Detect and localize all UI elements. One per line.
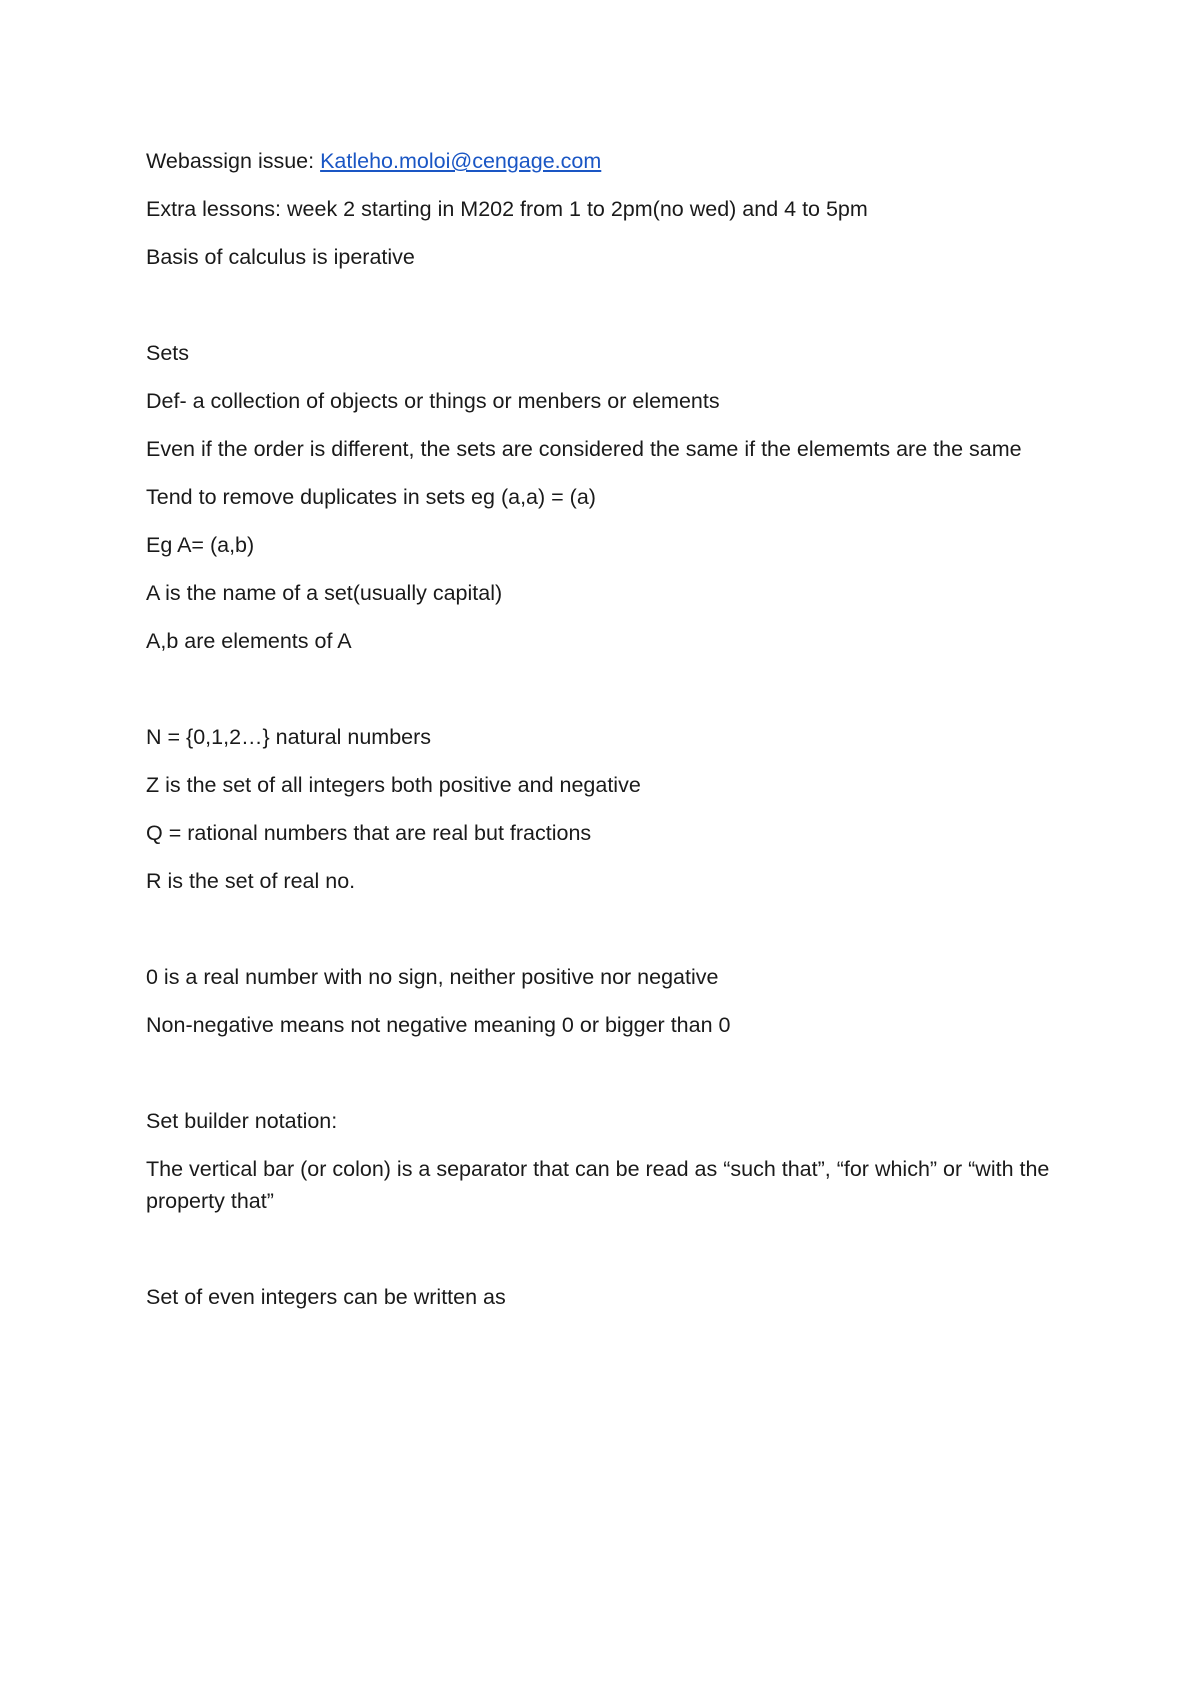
webassign-email-link[interactable]: Katleho.moloi@cengage.com bbox=[320, 149, 602, 173]
blank-line bbox=[146, 1057, 1076, 1105]
set-builder-description: The vertical bar (or colon) is a separator that can be read as “such that”, “for which” or “with the property that” bbox=[146, 1157, 1050, 1213]
webassign-line bbox=[146, 145, 1076, 177]
extra-lessons-line: Extra lessons: week 2 starting in M202 from 1 to 2pm(no wed) and 4 to 5pm bbox=[146, 197, 868, 221]
sets-line: A,b are elements of A bbox=[146, 629, 352, 653]
blank-line bbox=[146, 913, 1076, 961]
sets-line: Even if the order is different, the sets are considered the same if the elememts are the same bbox=[146, 437, 1022, 461]
sets-line: A is the name of a set(usually capital) bbox=[146, 581, 503, 605]
sets-heading: Sets bbox=[146, 341, 190, 365]
zero-note-line: Non-negative means not negative meaning 0 or bigger than 0 bbox=[146, 1013, 731, 1037]
number-set-line: Q = rational numbers that are real but fractions bbox=[146, 821, 592, 845]
zero-note-line: 0 is a real number with no sign, neither positive nor negative bbox=[146, 965, 719, 989]
set-builder-heading: Set builder notation: bbox=[146, 1109, 338, 1133]
blank-line bbox=[146, 289, 1076, 337]
sets-line: Eg A= (a,b) bbox=[146, 533, 255, 557]
webassign-label: Webassign issue: bbox=[146, 149, 321, 173]
number-set-line: Z is the set of all integers both positive and negative bbox=[146, 773, 641, 797]
document-body bbox=[146, 145, 1076, 1329]
sets-line: Def- a collection of objects or things or menbers or elements bbox=[146, 389, 720, 413]
number-set-line: R is the set of real no. bbox=[146, 869, 356, 893]
blank-line bbox=[146, 1233, 1076, 1281]
blank-line bbox=[146, 673, 1076, 721]
even-integers-line: Set of even integers can be written as bbox=[146, 1285, 506, 1309]
sets-line: Tend to remove duplicates in sets eg (a,a) = (a) bbox=[146, 485, 596, 509]
number-set-line: N = {0,1,2…} natural numbers bbox=[146, 725, 432, 749]
calculus-line: Basis of calculus is iperative bbox=[146, 245, 415, 269]
